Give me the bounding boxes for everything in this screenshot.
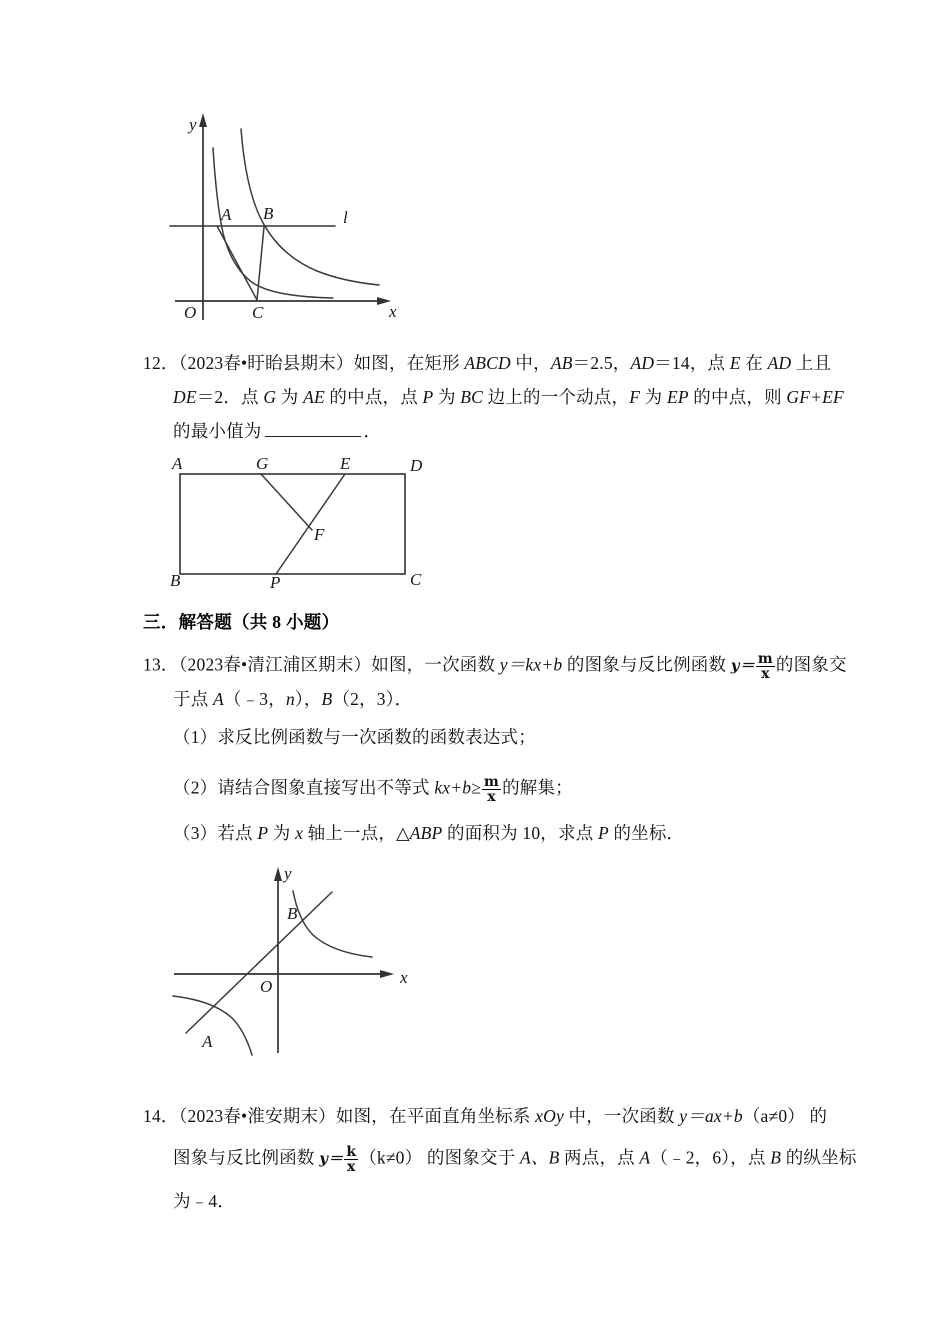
fraction-denominator: x xyxy=(487,789,496,805)
y-axis-arrowhead xyxy=(274,867,282,881)
q12-ae: AE xyxy=(303,387,325,407)
segment-ep xyxy=(276,474,345,574)
fraction-m-over-x xyxy=(756,652,775,681)
q13-p3-p2: P xyxy=(597,823,609,843)
label-point-p: P xyxy=(270,573,281,592)
label-line-l: l xyxy=(343,208,348,227)
question-13-line-1 xyxy=(143,652,847,681)
q12-de-val: ＝2．点 xyxy=(196,387,264,407)
question-13-part-1: （1）求反比例函数与一次函数的函数表达式； xyxy=(173,727,536,747)
q12-end: 上且 xyxy=(791,353,832,373)
label-x-axis: x xyxy=(400,968,408,987)
q13-p3-t1: 为 xyxy=(268,823,296,843)
figure-hyperbola-line xyxy=(165,105,405,325)
q13-suffix: 的图象交 xyxy=(775,654,847,675)
q14-l2-t2: 的纵坐标 xyxy=(781,1147,857,1168)
q13-p2-ge: ≥ xyxy=(471,777,482,798)
fraction-denominator: x xyxy=(761,666,770,682)
q12-t4: 边上的一个动点， xyxy=(483,387,630,407)
q14-l2-cond: （k≠0） xyxy=(359,1147,423,1168)
label-point-a: A xyxy=(172,454,183,473)
q13-p3-x: x xyxy=(295,823,304,843)
q14-a-coord: （﹣2，6），点 xyxy=(650,1147,771,1168)
label-origin: O xyxy=(260,977,273,996)
q13-a-coord: （﹣3， xyxy=(223,689,286,709)
label-point-e: E xyxy=(340,454,351,473)
q13-p2-suffix: 的解集； xyxy=(502,777,573,798)
q13-p3-abp: ABP xyxy=(409,823,443,843)
section-heading-3: 三．解答题（共 8 小题） xyxy=(143,612,340,632)
q12-ab: AB xyxy=(550,353,573,373)
q13-p3-t4: 的坐标． xyxy=(608,823,685,843)
q12-period: ． xyxy=(363,421,382,441)
label-point-b: B xyxy=(287,904,298,923)
q13-p3-p: P xyxy=(257,823,269,843)
label-point-c: C xyxy=(252,303,264,322)
q12-mid2: 在 xyxy=(740,353,768,373)
q12-ad: AD xyxy=(630,353,655,373)
segment-ac xyxy=(217,226,257,300)
q13-p3-t2: 轴上一点，△ xyxy=(303,823,410,843)
q14-cond: （a≠0） xyxy=(742,1106,805,1126)
question-14-line-1 xyxy=(143,1105,827,1128)
q12-ab-val: ＝2.5， xyxy=(572,353,631,373)
question-12-line-3 xyxy=(173,420,381,443)
label-point-g: G xyxy=(256,454,269,473)
question-13-part-2 xyxy=(173,775,573,804)
q14-points-ab: A、B xyxy=(519,1147,560,1168)
label-x-axis: x xyxy=(389,302,397,321)
question-12-line-1 xyxy=(143,352,831,375)
answer-blank-q12[interactable] xyxy=(265,422,361,437)
label-y-axis: y xyxy=(189,115,197,134)
q13-point-a: A xyxy=(212,689,224,709)
q14-prefix: 14．（2023春•淮安期末）如图，在平面直角坐标系 xyxy=(143,1106,536,1126)
fraction-denominator: x xyxy=(346,1159,356,1175)
segment-gf xyxy=(261,474,312,530)
q14-suffix: 的 xyxy=(804,1106,828,1126)
q13-p2-prefix: （2）请结合图象直接写出不等式 xyxy=(173,777,435,798)
label-point-c: C xyxy=(410,570,422,589)
q14-linear-fn: y＝ax+b xyxy=(679,1106,743,1126)
q13-p2-expr: kx+b xyxy=(434,777,472,798)
q12-prefix: 12．（2023春•盱眙县期末）如图，在矩形 xyxy=(143,353,465,373)
q13-prefix: 13．（2023春•清江浦区期末）如图，一次函数 xyxy=(143,654,500,675)
rectangle-outline xyxy=(180,474,405,574)
question-13-line-2 xyxy=(173,688,412,711)
q13-b-coord: （2，3）． xyxy=(332,689,413,709)
q12-abcd: ABCD xyxy=(464,353,511,373)
q12-t6: 的中点，则 xyxy=(688,387,787,407)
y-axis-arrowhead xyxy=(199,113,207,127)
question-13-part-3 xyxy=(173,822,684,845)
q12-t3: 为 xyxy=(433,387,461,407)
q12-p: P xyxy=(422,387,434,407)
q12-de: DE xyxy=(173,387,197,407)
q14-l2-prefix: 图象与反比例函数 xyxy=(173,1147,320,1168)
fraction-k-over-x xyxy=(344,1145,358,1174)
q12-t1: 为 xyxy=(276,387,304,407)
q12-g: G xyxy=(263,387,277,407)
q12-t5: 为 xyxy=(640,387,667,407)
fraction-numerator: m xyxy=(757,651,773,667)
label-point-b: B xyxy=(263,204,274,223)
q14-y-equals: y＝ xyxy=(319,1149,344,1168)
label-origin: O xyxy=(184,303,197,322)
fraction-numerator: k xyxy=(346,1144,357,1160)
hyperbola-branch-q1 xyxy=(293,891,372,957)
question-14-line-2 xyxy=(173,1145,857,1174)
q13-point-b: B xyxy=(321,689,333,709)
q12-answer-prompt: 的最小值为 xyxy=(173,421,262,441)
q12-ad-val: ＝14，点 xyxy=(654,353,730,373)
q12-gfef: GF+EF xyxy=(786,387,844,407)
q13-l2-mid: ）， xyxy=(294,689,322,709)
q12-bc: BC xyxy=(460,387,484,407)
hyperbola-curve-outer xyxy=(241,129,379,285)
q13-y-equals: y＝ xyxy=(730,656,755,675)
q13-p3-prefix: （3）若点 xyxy=(173,823,258,843)
figure-q13-coordinate xyxy=(160,855,430,1055)
linear-function-line xyxy=(186,892,332,1033)
x-axis-arrowhead xyxy=(380,970,394,978)
q13-n: n xyxy=(285,689,295,709)
fraction-m-over-x-2 xyxy=(482,775,501,804)
figure-rectangle-abcd xyxy=(168,454,438,592)
q12-t2: 的中点，点 xyxy=(324,387,423,407)
fraction-numerator: m xyxy=(484,774,500,790)
label-point-b: B xyxy=(170,571,181,590)
q12-ad2: AD xyxy=(767,353,792,373)
label-point-d: D xyxy=(410,456,423,475)
q12-e: E xyxy=(729,353,741,373)
question-14-line-3: 为﹣4． xyxy=(173,1191,236,1211)
q12-mid1: 中， xyxy=(510,353,551,373)
q14-l2-mid: 的图象交于 xyxy=(422,1147,520,1168)
q13-mid: 的图象与反比例函数 xyxy=(562,654,731,675)
q14-xoy: xOy xyxy=(535,1106,564,1126)
q12-ep: EP xyxy=(666,387,689,407)
q14-mid: 中，一次函数 xyxy=(563,1106,680,1126)
question-12-line-2 xyxy=(173,386,844,409)
label-point-a: A xyxy=(202,1032,213,1051)
q14-point-a: A xyxy=(639,1147,651,1168)
label-point-f: F xyxy=(314,525,325,544)
segment-bc xyxy=(257,227,264,300)
q13-linear-fn: y＝kx+b xyxy=(499,654,563,675)
q13-l2-prefix: 于点 xyxy=(173,689,213,709)
q13-p3-t3: 的面积为 10，求点 xyxy=(442,823,598,843)
q12-f: F xyxy=(629,387,641,407)
q14-point-b: B xyxy=(770,1147,782,1168)
hyperbola-branch-q3 xyxy=(173,996,252,1055)
q14-l2-t1: 两点，点 xyxy=(559,1147,640,1168)
label-point-a: A xyxy=(221,205,232,224)
label-y-axis: y xyxy=(284,864,292,883)
